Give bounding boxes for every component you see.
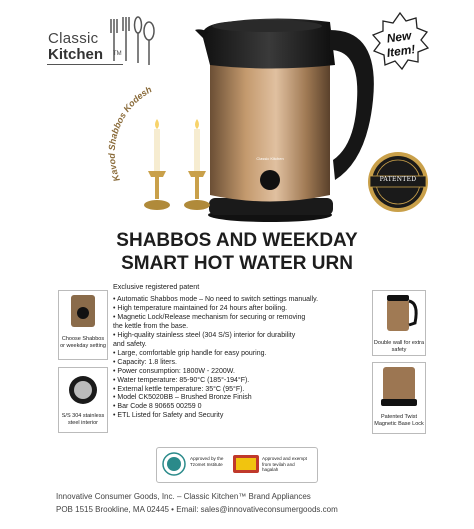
thumbnail-magnetic-base — [372, 362, 426, 434]
interior-icon — [59, 368, 107, 408]
thumbnail-caption: Patented Twist Magnetic Base Lock — [374, 414, 424, 427]
feature-item: • High-quality stainless steel (304 S/S) interior for durability — [113, 331, 296, 339]
headline-line2: SMART HOT WATER URN — [121, 253, 353, 274]
feature-item: • High temperature maintained for 24 hours after boiling. — [113, 304, 288, 312]
feature-item: • Model CK5020BB – Brushed Bronze Finish — [113, 394, 252, 402]
kashrus-approval-text: Approved and exempt from tevilah and hagalah — [262, 456, 307, 472]
tzomet-approval-text: Approved by the Tzomet Institute — [190, 456, 224, 467]
utensils-icon — [104, 9, 162, 67]
feature-list — [113, 296, 363, 421]
arc-text-path: Kavod Shabbos Kodesh — [106, 84, 154, 183]
features-intro: Exclusive registered patent — [113, 282, 200, 291]
thumbnail-shabbos-setting — [58, 290, 108, 360]
logo-classic-text: Classic — [48, 30, 99, 47]
patented-label: PATENTED — [379, 176, 417, 183]
feature-item: • Water temperature: 85-90°C (185°-194°F). — [113, 376, 250, 384]
thumbnail-caption: Double wall for extra safety — [373, 340, 425, 353]
new-item-line2: Item! — [385, 42, 417, 60]
feature-item: • External kettle temperature: 35°C (95°F). — [113, 385, 245, 393]
logo-kitchen-text: Kitchen — [48, 46, 104, 63]
thumbnail-caption: Choose Shabbos or weekday setting — [60, 336, 106, 349]
feature-item: the kettle from the base. — [113, 322, 189, 330]
feature-item: • Power consumption: 1800W - 2200W. — [113, 367, 235, 375]
thumbnail-double-wall — [372, 290, 426, 356]
logo-tm-mark: TM — [113, 51, 122, 57]
feature-item: • Automatic Shabbos mode – No need to switch settings manually. — [113, 296, 319, 303]
headline-line1: SHABBOS AND WEEKDAY — [116, 230, 358, 251]
kettle-brand-text: Classic Kitchen — [256, 156, 284, 161]
feature-item: • Large, comfortable grip handle for easy pouring. — [113, 349, 267, 357]
kashrus-approval-icon — [232, 452, 260, 476]
shabbos-candles-image — [130, 115, 220, 225]
thumbnail-caption: S/S 304 stainless steel interior — [61, 413, 105, 426]
control-panel-icon — [59, 291, 107, 331]
new-item-line1: New — [385, 28, 413, 46]
footer-company: Innovative Consumer Goods, Inc. – Classic Kitchen™ Brand Appliances — [56, 492, 311, 501]
footer-address: POB 1515 Brookline, MA 02445 • Email: sales@innovativeconsumergoods.com — [56, 505, 338, 514]
feature-item: • Capacity: 1.8 liters. — [113, 358, 177, 366]
tzomet-approval-icon — [162, 452, 186, 476]
feature-item: • ETL Listed for Safety and Security — [113, 412, 224, 420]
double-wall-kettle-icon — [373, 291, 425, 335]
feature-item: • Magnetic Lock/Release mechanism for securing or removing — [113, 313, 306, 321]
thumbnail-stainless-interior — [58, 367, 108, 433]
feature-item: and safety. — [113, 340, 147, 348]
magnetic-base-icon — [373, 363, 425, 409]
feature-item: • Bar Code 8 90665 00259 0 — [113, 403, 202, 411]
